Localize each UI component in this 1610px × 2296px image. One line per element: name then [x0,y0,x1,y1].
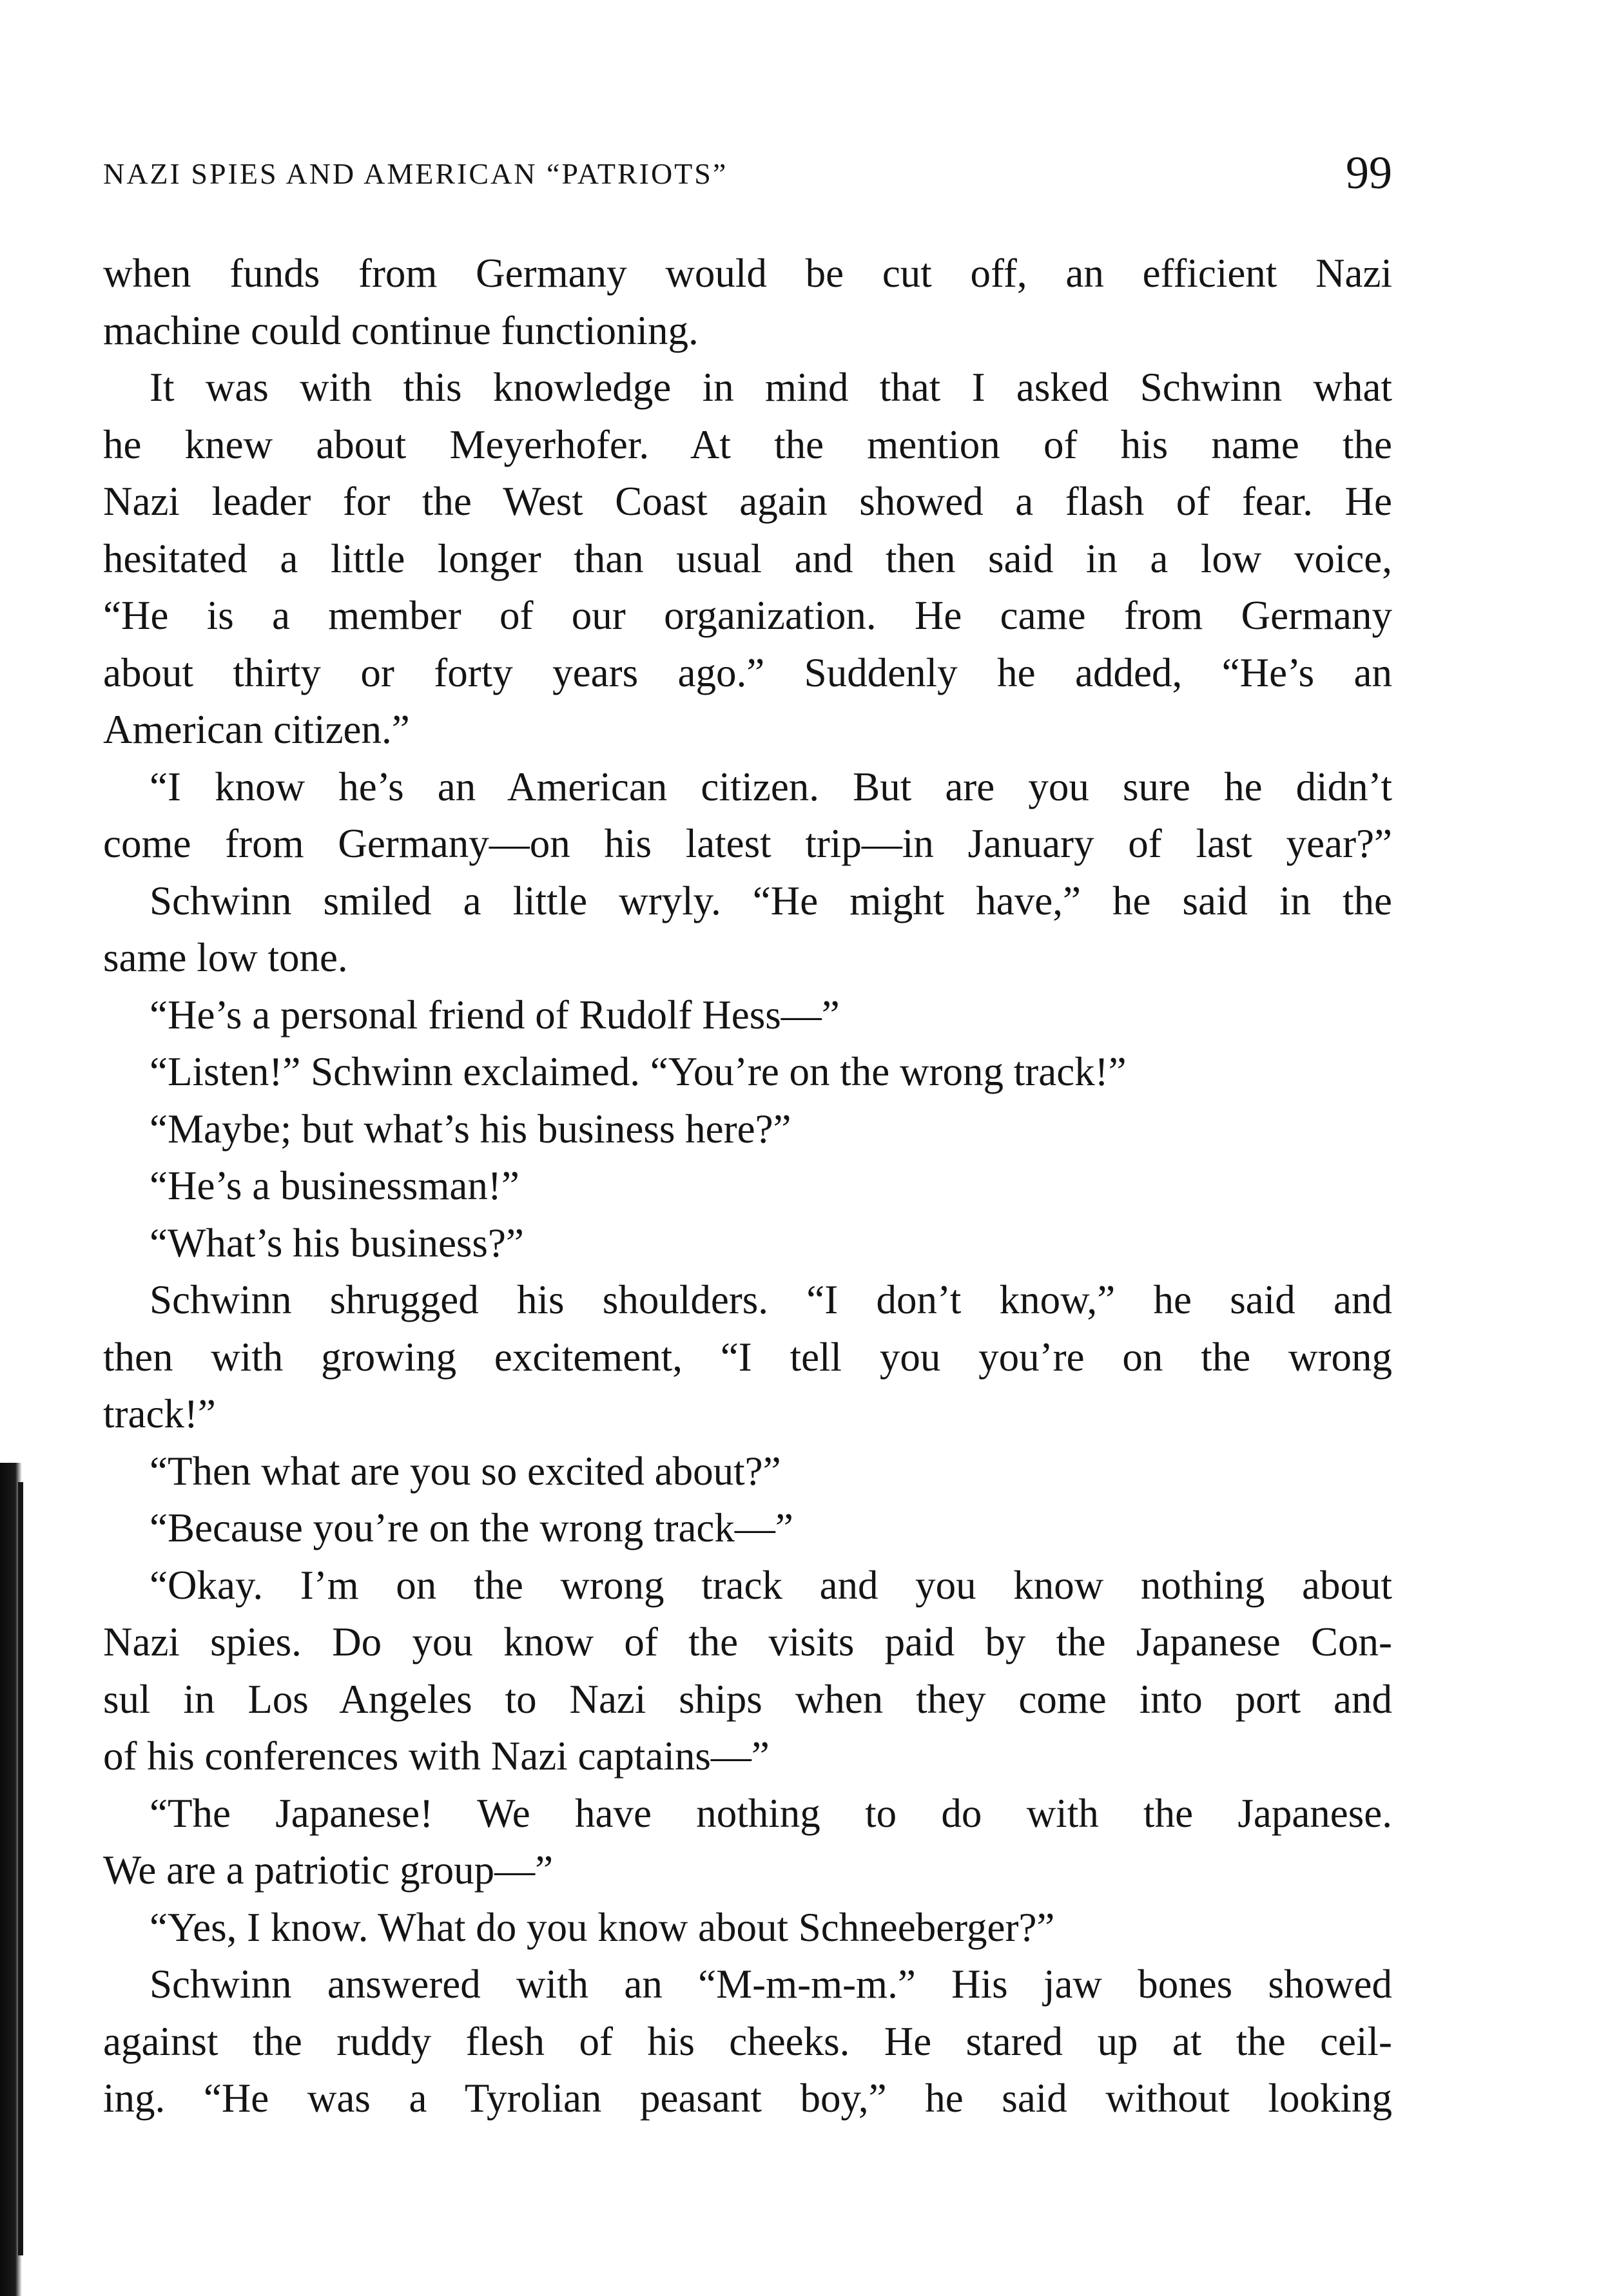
text-line: “Listen!” Schwinn exclaimed. “You’re on the wrong track!” [150,1049,1127,1094]
text-line: Nazi leader for the West Coast again showed a flash of fear. He [103,479,1392,524]
binding-edge [18,1482,23,2255]
text-line: “He’s a businessman!” [150,1163,519,1208]
text-line: “What’s his business?” [150,1220,524,1266]
text-line: sul in Los Angeles to Nazi ships when they come into port and [103,1676,1392,1722]
text-line: against the ruddy flesh of his cheeks. He stared up at the ceil- [103,2018,1392,2064]
text-line: “Okay. I’m on the wrong track and you know nothing about [150,1562,1392,1608]
text-line: come from Germany—on his latest trip—in January of last year?” [103,821,1392,866]
text-line: We are a patriotic group—” [103,1847,554,1893]
text-line: “Because you’re on the wrong track—” [150,1505,793,1550]
text-line: same low tone. [103,935,348,980]
text-line: “I know he’s an American citizen. But are you sure he didn’t [150,764,1392,809]
text-line: then with growing excitement, “I tell you you’re on the wrong [103,1334,1392,1380]
text-line: “The Japanese! We have nothing to do with the Japanese. [150,1790,1392,1836]
text-line: track!” [103,1391,216,1436]
text-line: Schwinn answered with an “M-m-m-m.” His jaw bones showed [150,1962,1392,2007]
text-line: ing. “He was a Tyrolian peasant boy,” he said without looking [103,2076,1392,2121]
text-line: Nazi spies. Do you know of the visits paid by the Japanese Con- [103,1619,1392,1664]
running-title: NAZI SPIES AND AMERICAN “PATRIOTS” [103,157,728,190]
page-number: 99 [1346,147,1392,198]
text-line: when funds from Germany would be cut off, an efficient Nazi [103,251,1392,296]
text-line: he knew about Meyerhofer. At the mention of his name the [103,421,1392,467]
text-line: Schwinn smiled a little wryly. “He might have,” he said in the [150,878,1392,923]
text-line: of his conferences with Nazi captains—” [103,1733,770,1779]
text-line: Schwinn shrugged his shoulders. “I don’t know,” he said and [150,1277,1392,1322]
text-line: about thirty or forty years ago.” Suddenly he added, “He’s an [103,650,1392,695]
text-line: “He’s a personal friend of Rudolf Hess—” [150,992,840,1037]
text-line: machine could continue functioning. [103,307,699,353]
text-line: “Yes, I know. What do you know about Schneeberger?” [150,1904,1055,1950]
text-line: American citizen.” [103,707,410,752]
text-line: hesitated a little longer than usual and then said in a low voice, [103,535,1392,581]
text-line: “Then what are you so excited about?” [150,1448,781,1494]
text-line: “Maybe; but what’s his business here?” [150,1106,791,1152]
running-head [103,147,1392,207]
text-line: “He is a member of our organization. He came from Germany [103,593,1392,638]
text-line: It was with this knowledge in mind that I asked Schwinn what [150,365,1392,410]
body-text [103,245,1392,2127]
